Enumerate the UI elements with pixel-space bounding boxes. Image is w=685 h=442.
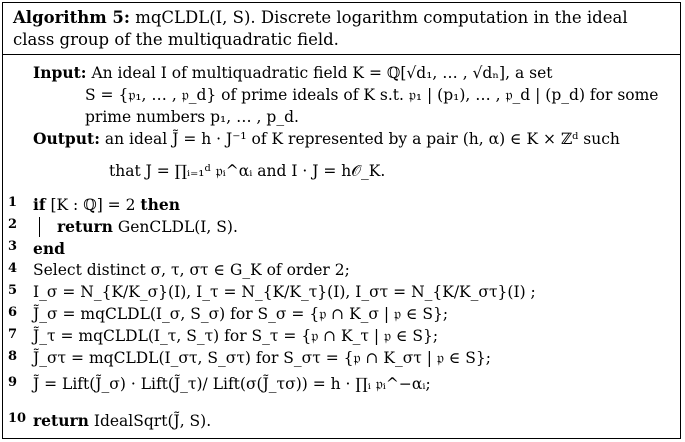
algorithm-line-9	[3, 375, 680, 397]
line-number: 6	[8, 305, 18, 320]
algorithm-line-8	[3, 349, 680, 371]
line-number: 5	[8, 283, 18, 298]
algorithm-line-6	[3, 305, 680, 327]
keyword-return: return	[57, 217, 113, 236]
algorithm-line-1	[3, 195, 680, 217]
line-number: 2	[8, 217, 18, 232]
algorithm-line-4	[3, 261, 680, 283]
output-line-1	[33, 129, 620, 149]
output-line-2: that J = ∏ᵢ₌₁ᵈ 𝔭ᵢ^αᵢ and I · J = h𝒪_K.	[109, 162, 386, 180]
line-number: 8	[8, 349, 18, 364]
keyword-then: then	[140, 195, 180, 214]
algorithm-line-2	[3, 217, 680, 239]
algorithm-title-line2: class group of the multiquadratic field.	[13, 30, 339, 49]
input-text-1: An ideal I of multiquadratic field K = ℚ[√d₁, … , √dₙ], a set	[91, 64, 553, 82]
output-label: Output:	[33, 129, 100, 148]
algorithm-line-5	[3, 283, 680, 305]
line-number: 3	[8, 239, 18, 254]
line-text: J̃ = Lift(J̃_σ) · Lift(J̃_τ)/ Lift(σ(J̃_τσ)) = h · ∏ᵢ 𝔭ᵢ^−αᵢ;	[33, 375, 431, 393]
algorithm-line-7	[3, 327, 680, 349]
keyword-end: end	[33, 239, 65, 258]
line-number: 7	[8, 327, 18, 342]
keyword-return: return	[33, 411, 89, 430]
line-text: Select distinct σ, τ, στ ∈ G_K of order 2;	[33, 261, 350, 279]
line-text: IdealSqrt(J̃, S).	[93, 412, 212, 430]
line-text: I_σ = N_{K/K_σ}(I), I_τ = N_{K/K_τ}(I), I_στ = N_{K/K_στ}(I) ;	[33, 283, 536, 301]
algorithm-label: Algorithm 5:	[13, 8, 130, 27]
algorithm-line-10	[3, 411, 680, 433]
keyword-if: if	[33, 195, 46, 214]
input-line-2: S = {𝔭₁, … , 𝔭_d} of prime ideals of K s.t. 𝔭₁ | (p₁), … , 𝔭_d | (p_d) for some	[85, 86, 659, 104]
line-number: 1	[8, 195, 18, 210]
algorithm-header	[3, 3, 680, 55]
line-number: 4	[8, 261, 18, 276]
line-number: 10	[8, 411, 27, 426]
algorithm-line-3	[3, 239, 680, 261]
block-indent-bar	[39, 217, 40, 237]
output-text-1: an ideal J̃ = h · J⁻¹ of K represented by a pair (h, α) ∈ K × ℤᵈ such	[104, 130, 620, 148]
algorithm-box	[2, 2, 681, 439]
line-text: J̃_στ = mqCLDL(I_στ, S_στ) for S_στ = {𝔭 ∩ K_στ | 𝔭 ∈ S};	[33, 349, 491, 367]
line-text: J̃_σ = mqCLDL(I_σ, S_σ) for S_σ = {𝔭 ∩ K_σ | 𝔭 ∈ S};	[33, 305, 449, 323]
line-text: J̃_τ = mqCLDL(I_τ, S_τ) for S_τ = {𝔭 ∩ K_τ | 𝔭 ∈ S};	[33, 327, 439, 345]
input-line-3: prime numbers p₁, … , p_d.	[85, 108, 299, 126]
line-text: GenCLDL(I, S).	[117, 218, 238, 236]
line-text: [K : ℚ] = 2	[50, 196, 136, 214]
algorithm-title: mqCLDL(I, S). Discrete logarithm computation in the ideal	[135, 8, 628, 27]
input-label: Input:	[33, 63, 87, 82]
line-number: 9	[8, 375, 18, 390]
input-line-1	[33, 63, 552, 83]
